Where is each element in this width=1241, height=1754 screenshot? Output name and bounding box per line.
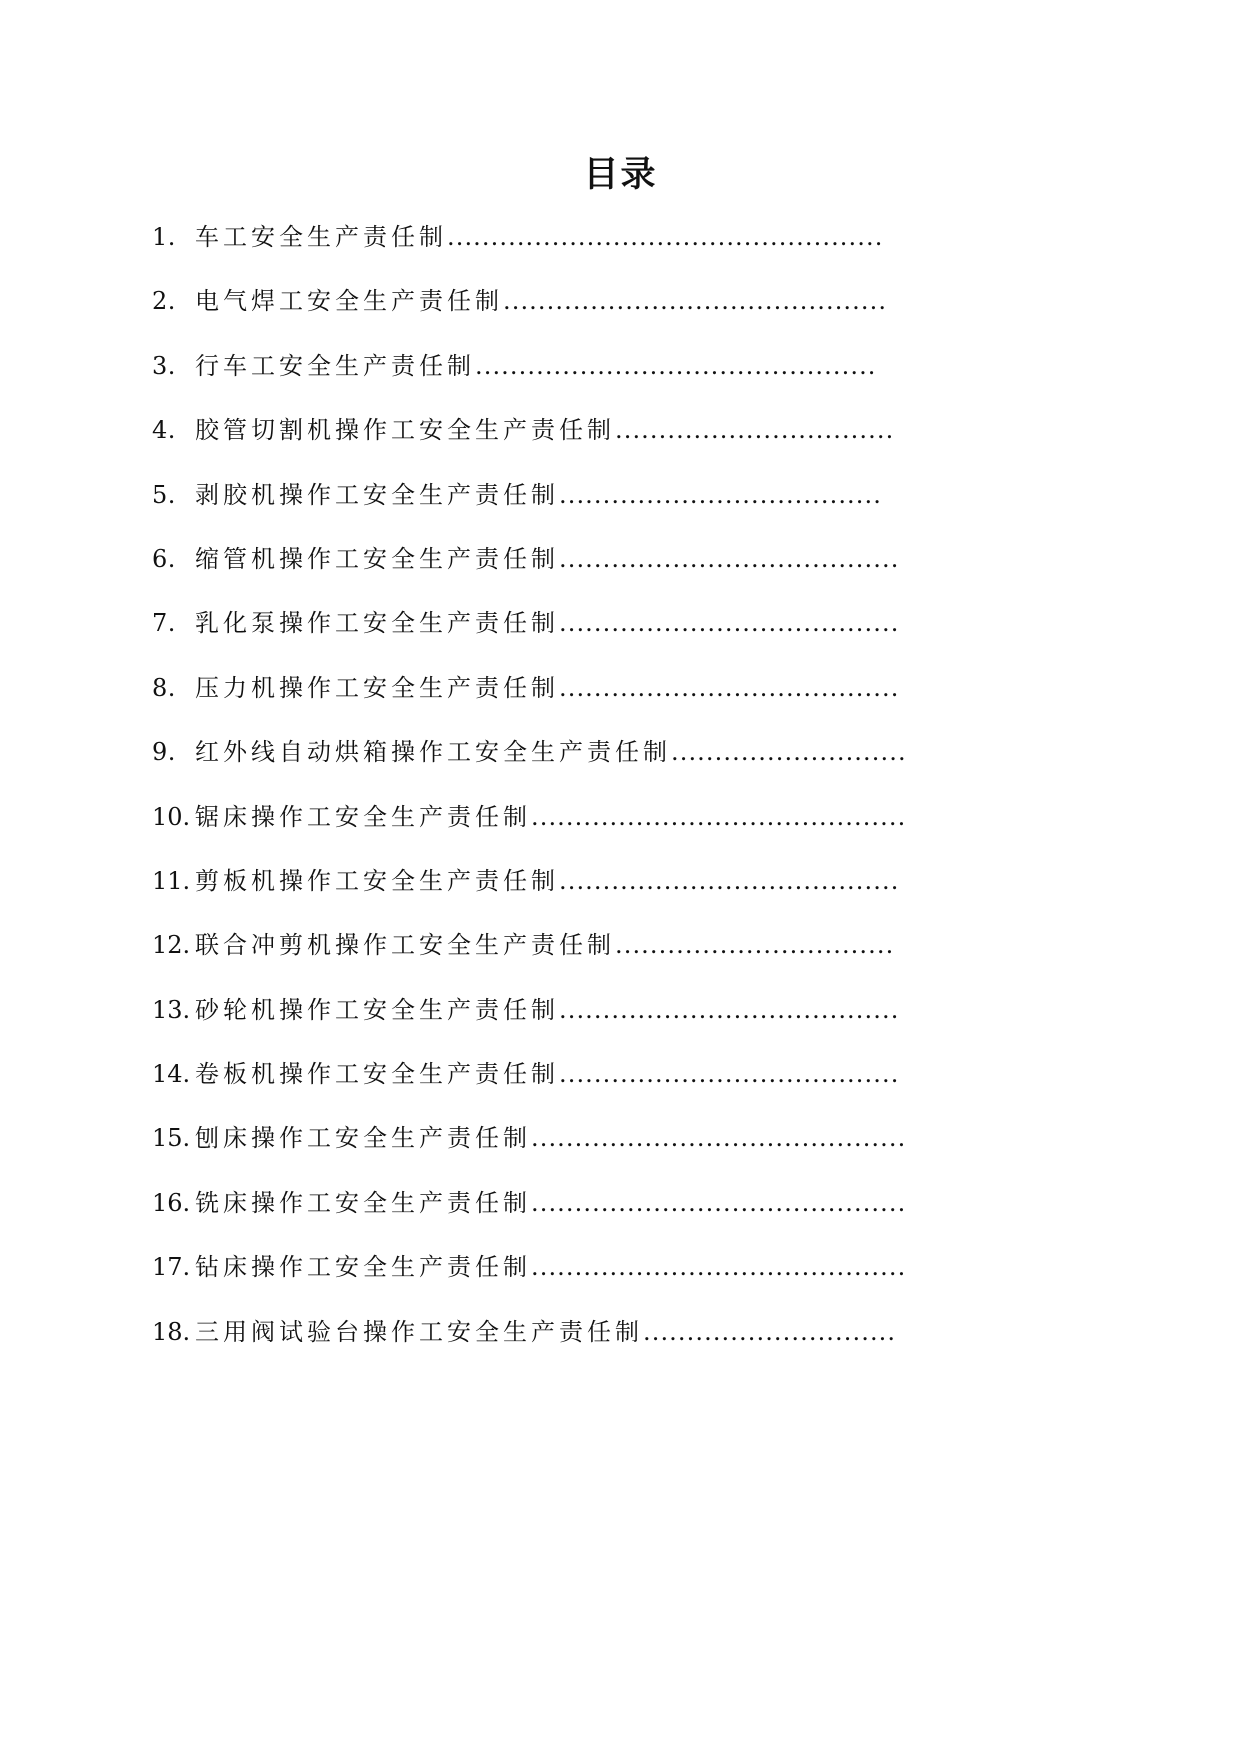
toc-entry-title: 联合冲剪机操作工安全生产责任制 (195, 931, 615, 960)
toc-leader-dots: ....................................... (559, 673, 900, 702)
toc-leader-dots: ................................ (615, 931, 895, 960)
page-title: 目录 (583, 155, 658, 195)
toc-entry-number: 17. (152, 1253, 191, 1282)
toc-entry[interactable] (152, 1250, 952, 1314)
toc-entry-number: 2. (152, 287, 176, 316)
toc-entry-title: 铣床操作工安全生产责任制 (195, 1188, 531, 1217)
toc-entry-number: 15. (152, 1124, 191, 1153)
toc-entry-number: 16. (152, 1188, 191, 1217)
toc-entry[interactable] (152, 1315, 952, 1379)
toc-entry-title: 行车工安全生产责任制 (195, 351, 475, 380)
toc-entry-number: 9. (152, 738, 176, 767)
toc-entry-number: 13. (152, 995, 191, 1024)
toc-entry-title: 乳化泵操作工安全生产责任制 (195, 609, 559, 638)
toc-entry[interactable] (152, 735, 952, 799)
toc-leader-dots: .............................................. (475, 351, 877, 380)
toc-entry-number: 10. (152, 802, 191, 831)
toc-entry[interactable] (152, 1121, 952, 1185)
toc-entry-number: 6. (152, 544, 176, 573)
toc-entry-number: 18. (152, 1317, 191, 1346)
toc-entry-title: 锯床操作工安全生产责任制 (195, 802, 531, 831)
toc-entry-title: 剥胶机操作工安全生产责任制 (195, 480, 559, 509)
toc-entry[interactable] (152, 671, 952, 735)
toc-leader-dots: ........................................... (531, 802, 907, 831)
toc-entry-title: 缩管机操作工安全生产责任制 (195, 544, 559, 573)
toc-entry-title: 砂轮机操作工安全生产责任制 (195, 995, 559, 1024)
toc-leader-dots: .................................................. (447, 223, 884, 251)
toc-entry[interactable] (152, 800, 952, 864)
toc-entry-title: 三用阀试验台操作工安全生产责任制 (195, 1317, 643, 1346)
toc-leader-dots: ............................. (643, 1317, 897, 1346)
toc-entry[interactable] (152, 993, 952, 1057)
toc-entry-title: 卷板机操作工安全生产责任制 (195, 1060, 559, 1089)
toc-leader-dots: ........................................... (531, 1188, 907, 1217)
toc-entry-number: 3. (152, 351, 176, 380)
toc-entry[interactable] (152, 220, 952, 284)
toc-entry[interactable] (152, 864, 952, 928)
toc-leader-dots: ................................ (615, 416, 895, 445)
toc-entry-number: 14. (152, 1060, 191, 1089)
toc-entry-number: 7. (152, 609, 176, 638)
toc-entry-number: 11. (152, 866, 191, 895)
toc-entry-number: 12. (152, 931, 191, 960)
toc-leader-dots: ..................................... (559, 480, 882, 509)
toc-entry[interactable] (152, 413, 952, 477)
toc-leader-dots: ........................................... (531, 1124, 907, 1153)
toc-leader-dots: ....................................... (559, 866, 900, 895)
toc-entry-title: 红外线自动烘箱操作工安全生产责任制 (195, 738, 671, 767)
toc-entry-title: 钻床操作工安全生产责任制 (195, 1253, 531, 1282)
toc-entry-title: 胶管切割机操作工安全生产责任制 (195, 416, 615, 445)
table-of-contents (152, 220, 952, 1379)
toc-leader-dots: ....................................... (559, 995, 900, 1024)
toc-entry[interactable] (152, 1057, 952, 1121)
toc-entry-title: 电气焊工安全生产责任制 (195, 287, 503, 316)
toc-entry[interactable] (152, 284, 952, 348)
toc-entry[interactable] (152, 928, 952, 992)
toc-leader-dots: ....................................... (559, 1060, 900, 1089)
toc-entry-title: 剪板机操作工安全生产责任制 (195, 866, 559, 895)
toc-entry-number: 5. (152, 480, 176, 509)
toc-leader-dots: ....................................... (559, 609, 900, 638)
toc-entry[interactable] (152, 542, 952, 606)
toc-entry-number: 8. (152, 673, 176, 702)
toc-entry[interactable] (152, 349, 952, 413)
toc-entry-number: 4. (152, 416, 176, 445)
toc-entry-title: 刨床操作工安全生产责任制 (195, 1124, 531, 1153)
toc-entry-title: 车工安全生产责任制 (195, 223, 447, 251)
toc-leader-dots: ....................................... (559, 544, 900, 573)
toc-leader-dots: ............................................ (503, 287, 888, 316)
toc-leader-dots: ........................... (671, 738, 907, 767)
toc-leader-dots: ........................................... (531, 1253, 907, 1282)
toc-entry-number: 1. (152, 223, 176, 251)
toc-entry[interactable] (152, 1186, 952, 1250)
toc-entry[interactable] (152, 606, 952, 670)
toc-entry[interactable] (152, 478, 952, 542)
toc-entry-title: 压力机操作工安全生产责任制 (195, 673, 559, 702)
